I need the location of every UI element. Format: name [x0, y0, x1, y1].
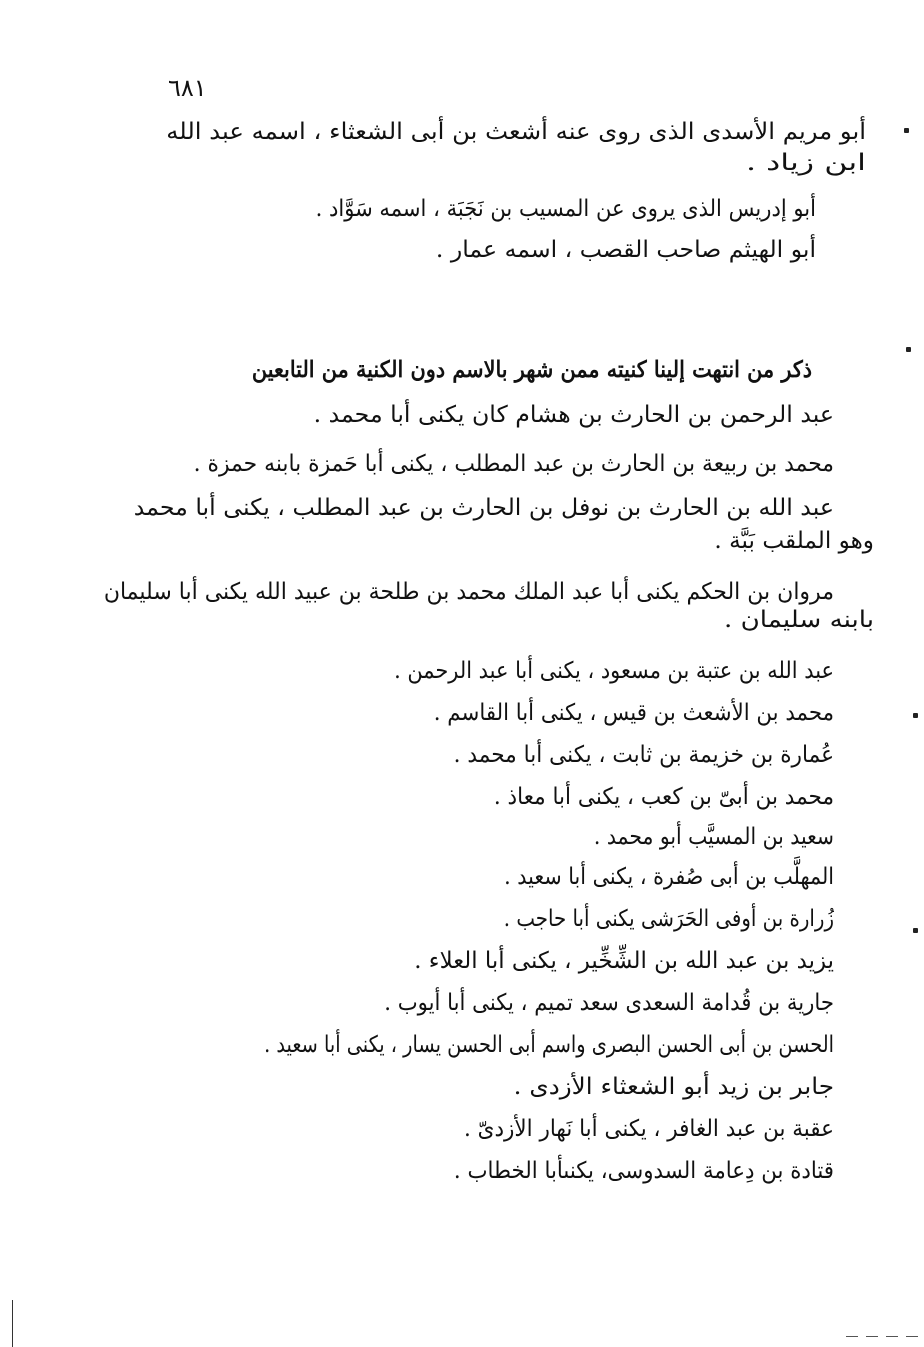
text-line: عبد الرحمن بن الحارث بن هشام كان يكنى أبا محمد . [313, 402, 834, 428]
scan-edge-dash [886, 1336, 898, 1337]
text-line: محمد بن ربيعة بن الحارث بن عبد المطلب ، يكنى أبا حَمزة بابنه حمزة . [193, 451, 834, 477]
list-item: محمد بن أبىّ بن كعب ، يكنى أبا معاذ . [493, 784, 834, 810]
list-item: قتادة بن دِعامة السدوسى، يكنىأبا الخطاب . [453, 1158, 834, 1184]
scan-speck [904, 128, 909, 133]
list-item: سعيد بن المسيَّب أبو محمد . [593, 824, 834, 850]
list-item: جابر بن زيد أبو الشعثاء الأزدى . [513, 1074, 834, 1100]
text-line: أبو إدريس الذى يروى عن المسيب بن نَجَبَة ، اسمه سَوَّاد . [315, 196, 816, 222]
list-item: زُرارة بن أوفى الحَرَشى يكنى أبا حاجب . [503, 906, 834, 932]
list-item: يزيد بن عبد الله بن الشِّخِّير ، يكنى أبا العلاء . [414, 948, 834, 974]
text-line: أبو مريم الأسدى الذى روى عنه أشعث بن أبى الشعثاء ، اسمه عبد الله [166, 119, 867, 145]
list-item: محمد بن الأشعث بن قيس ، يكنى أبا القاسم . [433, 700, 834, 726]
text-line: أبو الهيثم صاحب القصب ، اسمه عمار . [435, 237, 816, 263]
scan-edge-dash [866, 1336, 878, 1337]
text-line: مروان بن الحكم يكنى أبا عبد الملك محمد بن طلحة بن عبيد الله يكنى أبا سليمان [103, 579, 834, 605]
scan-speck [913, 928, 918, 933]
scan-edge-dash [906, 1336, 918, 1337]
list-item: الحسن بن أبى الحسن البصرى واسم أبى الحسن يسار ، يكنى أبا سعيد . [264, 1032, 834, 1058]
text-line: عبد الله بن الحارث بن نوفل بن الحارث بن عبد المطلب ، يكنى أبا محمد [133, 495, 834, 521]
page-number: ٦٨١ [168, 74, 207, 102]
section-heading: ذكر من انتهت إلينا كنيته ممن شهر بالاسم دون الكنية من التابعين [251, 357, 813, 383]
text-line: وهو الملقب بَبَّة . [714, 528, 874, 554]
list-item: جارية بن قُدامة السعدى سعد تميم ، يكنى أبا أيوب . [384, 990, 834, 1016]
text-line: ابن زياد . [746, 150, 866, 176]
list-item: المهلَّب بن أبى صُفرة ، يكنى أبا سعيد . [504, 864, 834, 890]
text-line: بابنه سليمان . [723, 607, 874, 633]
scan-speck [906, 347, 911, 352]
scan-edge-dash [846, 1336, 858, 1337]
scan-edge-line [12, 1300, 13, 1347]
list-item: عبد الله بن عتبة بن مسعود ، يكنى أبا عبد الرحمن . [394, 658, 834, 684]
list-item: عُمارة بن خزيمة بن ثابت ، يكنى أبا محمد . [453, 742, 834, 768]
list-item: عقبة بن عبد الغافر ، يكنى أبا نَهار الأزدىّ . [464, 1116, 834, 1142]
scan-speck [913, 713, 918, 718]
